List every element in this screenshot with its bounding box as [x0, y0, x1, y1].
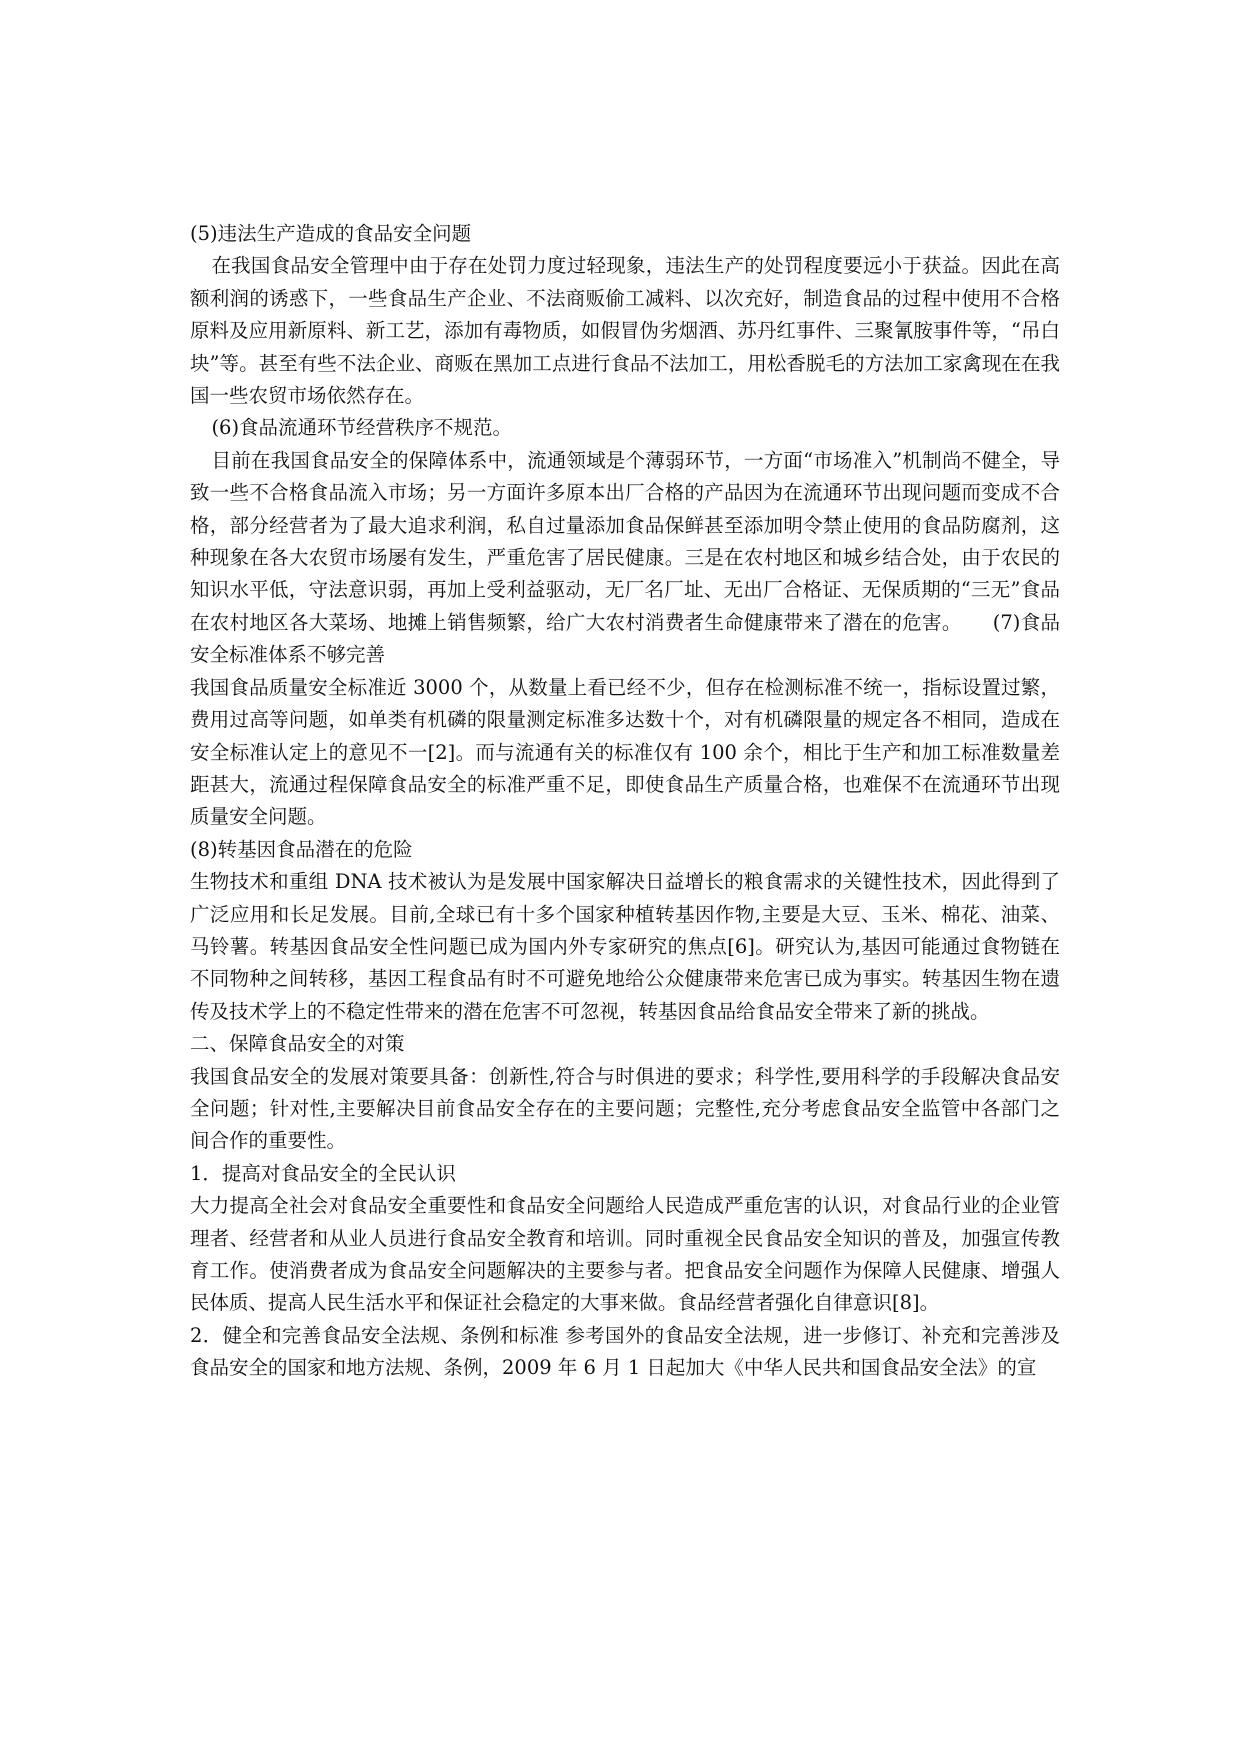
- section-6-heading: (6)食品流通环节经营秩序不规范。: [211, 416, 513, 440]
- section-7-heading: (7)食品安全标准体系不够完善: [190, 610, 1060, 667]
- section-6-text: 目前在我国食品安全的保障体系中，流通领域是个薄弱环节，一方面“市场准入”机制尚不健全，导致一些不合格食品流入市场；另一方面许多原本出厂合格的产品因为在流通环节出现问题而变成不合格，部分经营者为了最大追求利润，私自过量添加食品保鲜甚至添加明令禁止使用的食品防腐剂，这种现象在各大农贸市场屡有发生，严重危害了居民健康。三是在农村地区和城乡结合处，由于农民的知识水平低，守法意识弱，再加上受利益驱动，无厂名厂址、无出厂合格证、无保质期的“三无”食品在农村地区各大菜场、地摊上销售频繁，给广大农村消费者生命健康带来了潜在的危害。: [190, 448, 1060, 634]
- document-page: [190, 218, 1060, 1385]
- section-7-paragraph: 我国食品质量安全标准近 3000 个，从数量上看已经不少，但存在检测标准不统一，指标设置过繁，费用过高等问题，如单类有机磷的限量测定标准多达数十个，对有机磷限量的规定各不相同，造成在安全标准认定上的意见不一[2]。而与流通有关的标准仅有 100 余个，相比于生产和加工标准数量差距甚大，流通过程保障食品安全的标准严重不足，即使食品生产质量合格，也难保不在流通环节出现质量安全问题。: [190, 675, 1060, 829]
- section-6-paragraph: [190, 445, 1060, 672]
- part-2-paragraph: 我国食品安全的发展对策要具备：创新性,符合与时俱进的要求；科学性,要用科学的手段解决食品安全问题；针对性,主要解决目前食品安全存在的主要问题；完整性,充分考虑食品安全监管中各部门之间合作的重要性。: [190, 1064, 1060, 1153]
- section-5-paragraph: 在我国食品安全管理中由于存在处罚力度过轻现象，违法生产的处罚程度要远小于获益。因此在高额利润的诱惑下，一些食品生产企业、不法商贩偷工减料、以次充好，制造食品的过程中使用不合格原料及应用新原料、新工艺，添加有毒物质，如假冒伪劣烟酒、苏丹红事件、三聚氰胺事件等，“吊白块”等。甚至有些不法企业、商贩在黑加工点进行食品不法加工，用松香脱毛的方法加工家禽现在在我国一些农贸市场依然存在。: [190, 254, 1060, 408]
- part-2-heading: 二、保障食品安全的对策: [190, 1032, 405, 1056]
- section-8-heading: (8)转基因食品潜在的危险: [190, 837, 413, 861]
- item-1-heading: 1．提高对食品安全的全民认识: [190, 1161, 456, 1185]
- section-5-heading: (5)违法生产造成的食品安全问题: [190, 222, 472, 245]
- section-8-paragraph: 生物技术和重组 DNA 技术被认为是发展中国家解决日益增长的粮食需求的关键性技术，因此得到了广泛应用和长足发展。目前,全球已有十多个国家种植转基因作物,主要是大豆、玉米、棉花、油菜、马铃薯。转基因食品安全性问题已成为国内外专家研究的焦点[6]。研究认为,基因可能通过食物链在不同物种之间转移，基因工程食品有时不可避免地给公众健康带来危害已成为事实。转基因生物在遗传及技术学上的不稳定性带来的潜在危害不可忽视，转基因食品给食品安全带来了新的挑战。: [190, 870, 1060, 1023]
- item-2-text: 参考国外的食品安全法规，进一步修订、补充和完善涉及食品安全的国家和地方法规、条例，2009 年 6 月 1 日起加大《中华人民共和国食品安全法》的宣: [190, 1323, 1060, 1380]
- item-1-paragraph: 大力提高全社会对食品安全重要性和食品安全问题给人民造成严重危害的认识，对食品行业的企业管理者、经营者和从业人员进行食品安全教育和培训。同时重视全民食品安全知识的普及，加强宣传教育工作。使消费者成为食品安全问题解决的主要参与者。把食品安全问题作为保障人民健康、增强人民体质、提高人民生活水平和保证社会稳定的大事来做。食品经营者强化自律意识[8]。: [190, 1194, 1060, 1315]
- item-2-heading: 2．健全和完善食品安全法规、条例和标准: [190, 1323, 559, 1347]
- item-2-paragraph: [190, 1320, 1060, 1385]
